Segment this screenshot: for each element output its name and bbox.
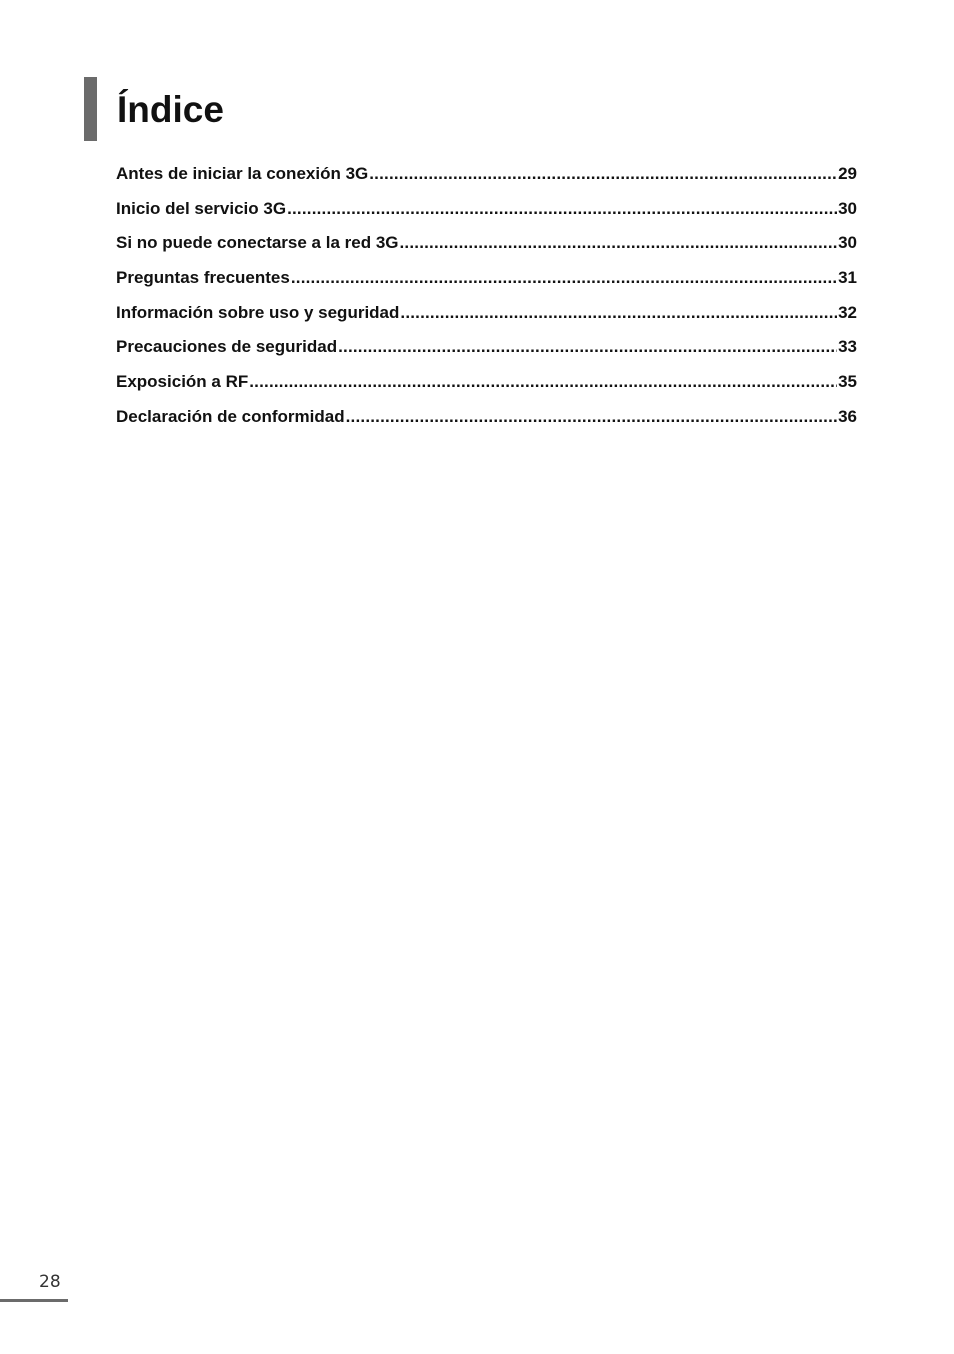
toc-entry-label: Inicio del servicio 3G xyxy=(116,198,287,218)
toc-entry[interactable] xyxy=(116,233,857,268)
toc-entry-page: 36 xyxy=(838,406,857,426)
toc-entry-label: Declaración de conformidad xyxy=(116,406,345,426)
toc-entry-label: Exposición a RF xyxy=(116,372,249,392)
toc-entry[interactable] xyxy=(116,303,857,338)
toc-entry[interactable] xyxy=(116,268,857,303)
toc-entry-page: 32 xyxy=(838,302,857,322)
toc-entry-page: 31 xyxy=(838,268,857,288)
toc-dot-leader xyxy=(369,164,837,184)
toc-entry[interactable] xyxy=(116,337,857,372)
toc-dot-leader xyxy=(338,337,837,357)
toc-dot-leader xyxy=(249,372,837,392)
toc-entry-page: 33 xyxy=(838,337,857,357)
toc-dot-leader xyxy=(400,233,838,253)
toc-entry[interactable] xyxy=(116,407,857,442)
toc-entry[interactable] xyxy=(116,372,857,407)
toc-entry-label: Precauciones de seguridad xyxy=(116,337,338,357)
footer-rule xyxy=(0,1299,68,1302)
toc-dot-leader xyxy=(400,303,837,323)
toc-dot-leader xyxy=(287,199,837,219)
toc-entry-page: 30 xyxy=(838,198,857,218)
toc-entry-page: 35 xyxy=(838,372,857,392)
toc-dot-leader xyxy=(346,407,837,427)
page-number: 28 xyxy=(39,1272,61,1292)
toc-entry-label: Antes de iniciar la conexión 3G xyxy=(116,164,369,183)
toc-dot-leader xyxy=(291,268,837,288)
toc-entry-page: 30 xyxy=(838,233,857,253)
toc-entry-label: Si no puede conectarse a la red 3G xyxy=(116,233,399,253)
toc-entry-label: Preguntas frecuentes xyxy=(116,268,290,288)
table-of-contents xyxy=(116,164,857,442)
page-title: Índice xyxy=(117,89,224,130)
toc-entry[interactable] xyxy=(116,199,857,234)
toc-entry[interactable] xyxy=(116,164,857,199)
toc-entry-label: Información sobre uso y seguridad xyxy=(116,302,400,322)
title-accent-bar xyxy=(84,77,97,141)
toc-entry-page: 29 xyxy=(838,164,857,183)
